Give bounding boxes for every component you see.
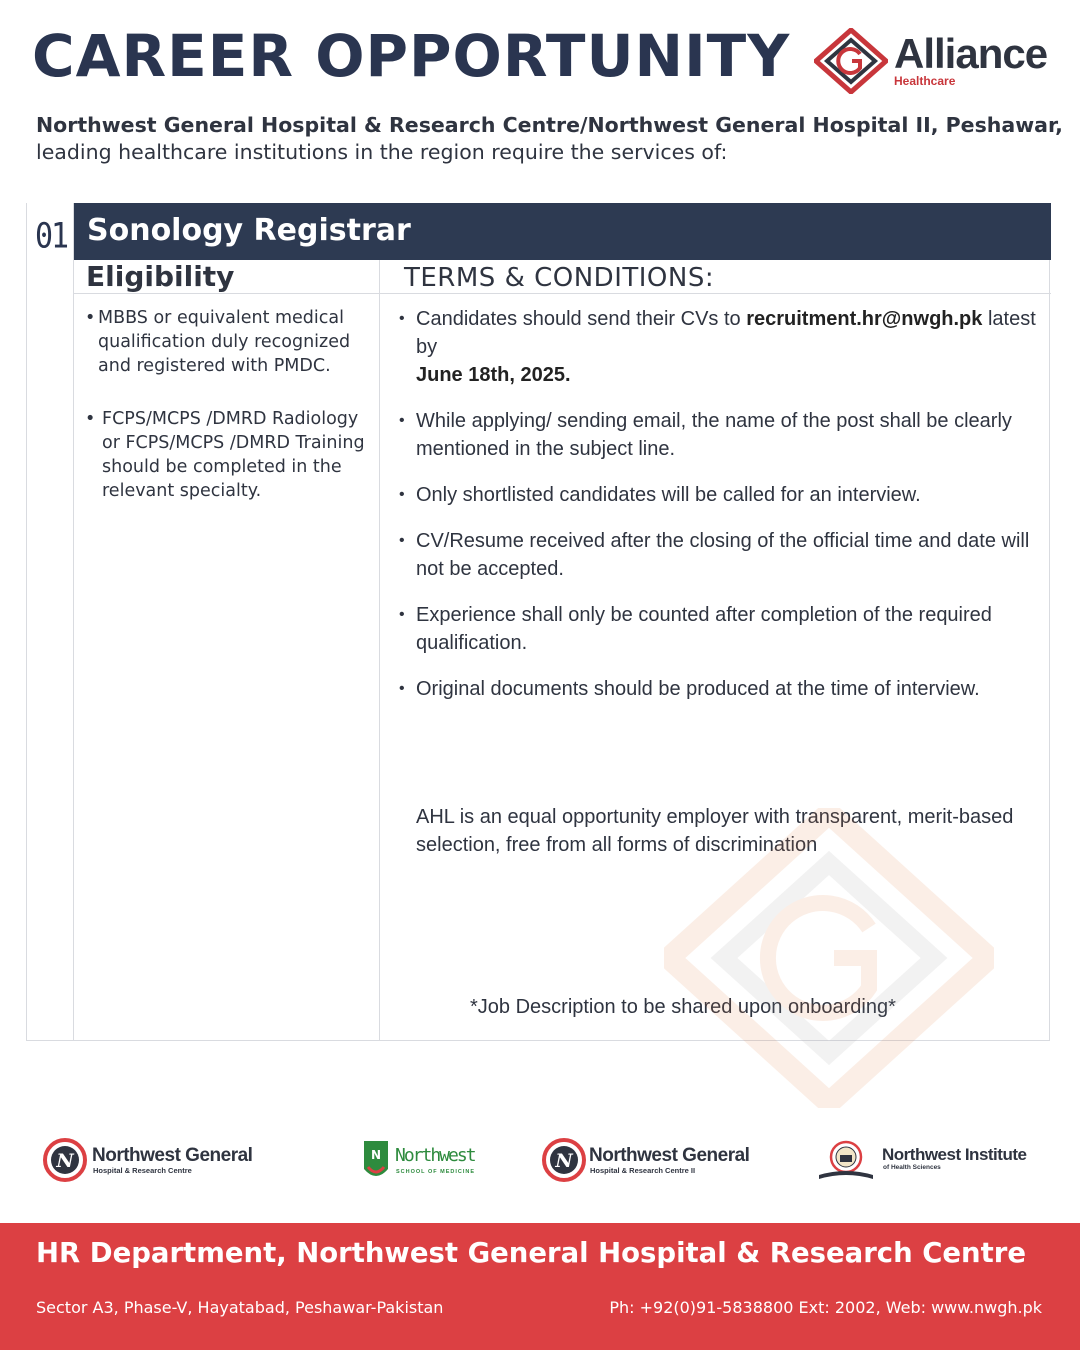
terms-text: Candidates should send their CVs to [416,308,747,330]
heading-divider [74,293,1051,294]
partner-school [362,1133,476,1189]
eligibility-list [85,306,375,503]
partner-name: Northwest Institute [882,1145,1027,1164]
column-divider [379,260,380,1041]
job-title-bar [74,203,1051,260]
partner-subtitle: of Health Sciences [883,1164,941,1171]
footer-contact[interactable]: Ph: +92(0)91-5838800 Ext: 2002, Web: www.nwgh.pk [609,1298,1042,1317]
northwest-emblem-icon [541,1137,587,1183]
partner-nwgh [42,1133,282,1189]
job-number-column [27,203,74,1041]
terms-item: • CV/Resume received after the closing of the official time and date will not be accepted. [397,527,1051,583]
terms-list [397,305,1051,721]
brand-subtitle: Healthcare [894,74,956,88]
partner-name: Northwest General [92,1145,253,1166]
equal-opportunity-statement: AHL is an equal opportunity employer with transparent, merit-based selection, free from all forms of discrimination [416,806,1014,856]
footer-title: HR Department, Northwest General Hospital & Research Centre [36,1237,1026,1269]
page-title: CAREER OPPORTUNITY [32,22,791,90]
job-description-note: *Job Description to be shared upon onboarding* [470,996,896,1018]
job-number: 01 [35,216,68,257]
intro-line-2: leading healthcare institutions in the region require the services of: [36,140,728,164]
terms-item: • Experience shall only be counted after completion of the required qualification. [397,601,1051,657]
alliance-logo [814,26,1054,96]
terms-heading: TERMS & CONDITIONS: [404,263,715,293]
svg-text:N: N [56,1150,74,1172]
recruitment-email[interactable]: recruitment.hr@nwgh.pk [746,308,983,330]
terms-item [397,305,1051,389]
job-title: Sonology Registrar [87,213,411,248]
partner-subtitle: Hospital & Research Centre [93,1166,192,1175]
terms-text: latest by [416,308,1036,358]
partner-nwgh-2 [541,1133,781,1189]
northwest-emblem-icon [42,1137,88,1183]
footer-address: Sector A3, Phase-V, Hayatabad, Peshawar-Pakistan [36,1298,444,1317]
partner-logos [0,1133,1080,1193]
partner-name: Northwest [395,1145,475,1166]
alliance-logo-icon [814,28,888,94]
footer [0,1223,1080,1350]
terms-item: • Original documents should be produced at the time of interview. [397,675,1051,703]
terms-item: • Only shortlisted candidates will be called for an interview. [397,481,1051,509]
watermark-logo-icon [664,808,994,1108]
eligibility-heading: Eligibility [86,260,235,293]
intro-text [36,112,1063,166]
svg-text:N: N [555,1150,573,1172]
partner-name: Northwest General [589,1145,750,1166]
partner-institute [815,1133,1045,1189]
svg-text:N: N [370,1148,382,1162]
partner-subtitle: SCHOOL OF MEDICINE [396,1169,476,1175]
deadline-date: June 18th, 2025. [416,364,571,386]
intro-line-1: Northwest General Hospital & Research Centre/Northwest General Hospital II, Peshawar, [36,113,1063,137]
partner-subtitle: Hospital & Research Centre II [590,1166,696,1175]
eligibility-item: • MBBS or equivalent medical qualification duly recognized and registered with PMDC. [85,306,375,378]
eligibility-item: • FCPS/MCPS /DMRD Radiology or FCPS/MCPS /DMRD Training should be completed in the relevant specialty. [85,407,375,503]
terms-item: • While applying/ sending email, the name of the post shall be clearly mentioned in the subject line. [397,407,1051,463]
school-emblem-icon [362,1137,390,1183]
institute-emblem-icon [815,1137,877,1183]
brand-name: Alliance [894,30,1048,77]
